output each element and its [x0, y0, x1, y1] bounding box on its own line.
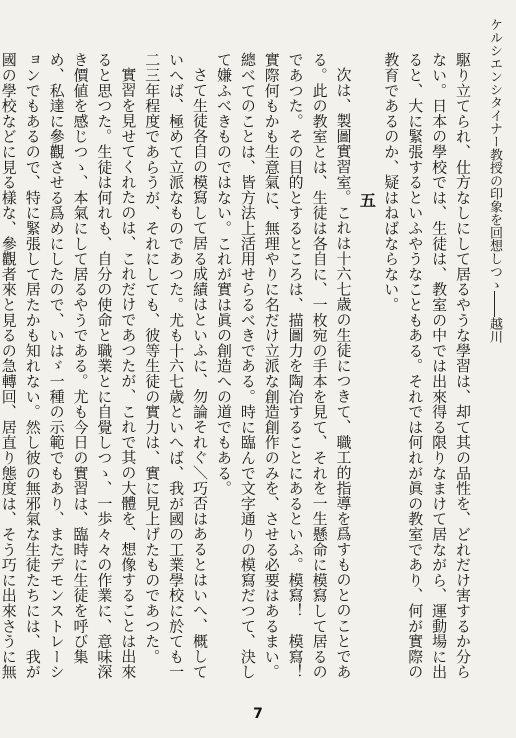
- paragraph-4: 實習を見せてくれたのは、これだけであつたが、これで其の大體を、想像することは出來ると思つた。生徒は何れも、自分の使命と職業とに自覺しつゝ、一歩々々の作業に、意味深き價値を感じつゝ、本氣にして居るやうである。尤も今日の實習は、臨時に生徒を呼び集め、私達に參觀させる爲めにしたので、いはゞ一種の示範でもあり、またデモンストレーションでもあるので、特に緊張して居たかも知れない。然し彼の無邪氣な生徒たちには、我が國の學校などに見る樣な、參觀者來と見るの急轉回、居直り態度は、そう巧に出來さうに無: [0, 52, 138, 680]
- section-number: [354, 52, 378, 692]
- body-text: [0, 52, 474, 695]
- paragraph-1: 駆り立てられ、仕方なしにして居るやうな學習は、却て其の品性を、どれだけ害するか分らない。日本の學校では、生徒は、教室の中では出來得る限りなまけて居ながら、運動場に出ると、大に緊張するといふやうなこともある。それでは何れが眞の教室であり、何が實際の教育であるのか、疑はねばならない。: [382, 52, 472, 680]
- running-header: ケルシエンシタイナー教授の印象を回想しつゝ――越川: [487, 18, 502, 343]
- paragraph-3: さて生徒各自の模寫して居る成績はといふに、勿論それぐ＼巧否はあるとはいへ、概していへば、極めて立派なものであつた。尤も十六七歳といへば、我が國の工業學校に於ても一二三年程度であらうが、それにしても、彼等生徒の實力は、實に見上げたものであつた。: [143, 52, 210, 680]
- section-number-label: 五: [357, 192, 377, 209]
- page-number: 7: [253, 706, 263, 722]
- paragraph-2: 次は、製圖實習室。これは十六七歳の生徒につきて、職工的指導を爲すものとのことである。此の教室とは、生徒は各自に、一枚宛の手本を見て、それを一生懸命に模寫して居るのであつた。その目的とするところは、描圖力を陶冶することにあるといふ。模寫！ 模寫！ 實際何もかも生意氣に、無理やりに名だけ立派な創造創作のみを、させる必要はあるまい。總べてのことは、皆方法上活用せらるべきである。時に臨んで文字通りの模寫だつて、決して嫌ふべきものではない。これが實は眞の創造への道でもある。: [214, 52, 353, 695]
